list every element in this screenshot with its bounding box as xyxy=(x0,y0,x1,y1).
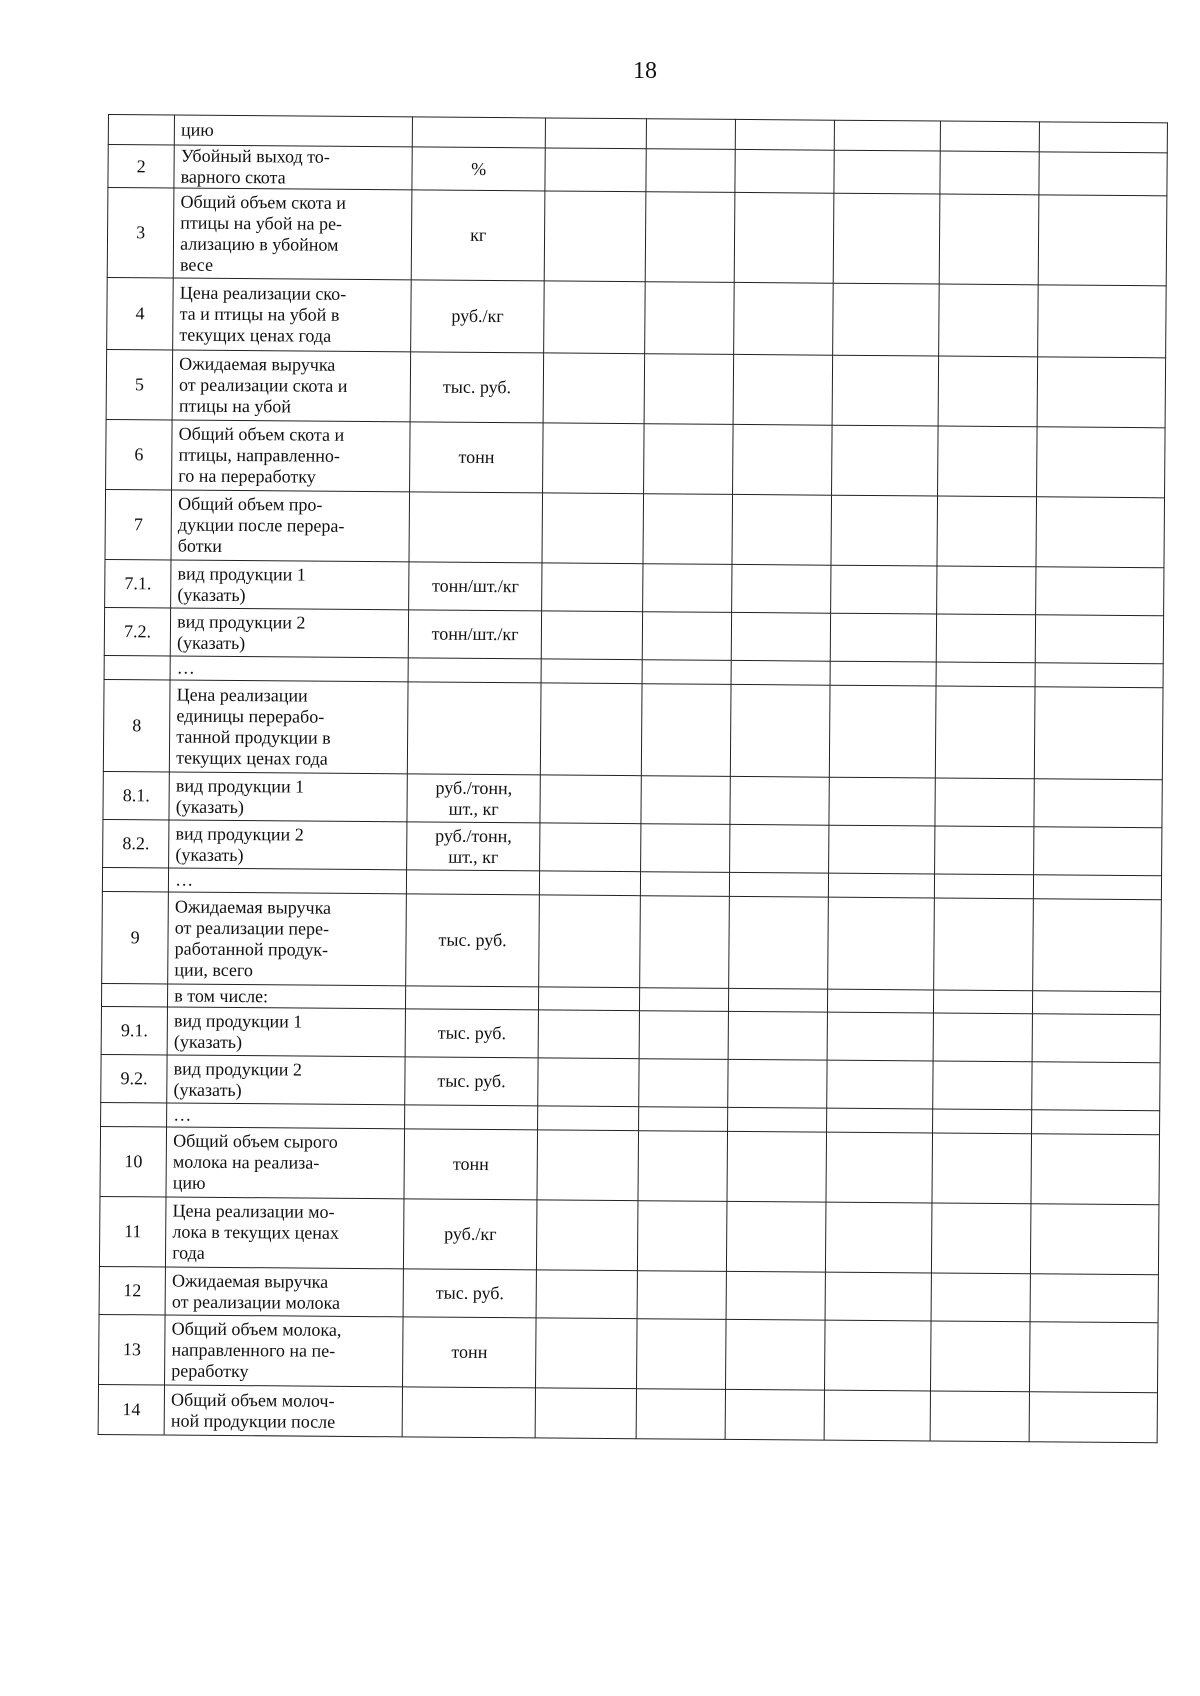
indicator-name: Убойный выход то- варного скота xyxy=(174,145,413,190)
value-cell[interactable] xyxy=(538,895,640,988)
value-cell[interactable] xyxy=(1037,357,1166,428)
value-cell[interactable] xyxy=(545,118,647,149)
table-row xyxy=(99,1196,1159,1274)
row-number: 10 xyxy=(100,1126,167,1197)
value-cell[interactable] xyxy=(731,612,831,661)
value-cell[interactable] xyxy=(827,1060,933,1109)
value-cell[interactable] xyxy=(830,613,936,662)
value-cell[interactable] xyxy=(725,1319,825,1390)
value-cell[interactable] xyxy=(726,1201,826,1272)
value-cell[interactable] xyxy=(731,660,830,685)
value-cell[interactable] xyxy=(829,777,935,826)
value-cell[interactable] xyxy=(645,282,734,355)
value-cell[interactable] xyxy=(541,659,643,684)
row-number: 3 xyxy=(107,188,174,279)
value-cell[interactable] xyxy=(639,1011,728,1060)
row-number: 4 xyxy=(107,277,174,350)
value-cell[interactable] xyxy=(930,1321,1030,1392)
indicator-name: Цена реализации единицы перерабо- танной продукции в текущих ценах года xyxy=(170,680,409,774)
value-cell[interactable] xyxy=(1033,899,1162,992)
value-cell[interactable] xyxy=(930,1391,1030,1442)
row-number xyxy=(104,655,170,680)
value-cell[interactable] xyxy=(827,989,933,1013)
value-cell[interactable] xyxy=(1039,122,1167,153)
page-number: 18 xyxy=(633,58,657,84)
table-row xyxy=(105,489,1165,567)
unit-cell: тыс. руб. xyxy=(404,1269,537,1318)
unit-cell: тонн xyxy=(404,1129,537,1200)
table-row xyxy=(99,1266,1158,1322)
indicator-name: цию xyxy=(174,115,412,147)
value-cell[interactable] xyxy=(542,423,644,494)
value-cell[interactable] xyxy=(733,282,833,355)
value-cell[interactable] xyxy=(734,192,834,283)
value-cell[interactable] xyxy=(1030,1274,1158,1323)
value-cell[interactable] xyxy=(1033,875,1161,900)
row-number: 11 xyxy=(99,1196,166,1267)
value-cell[interactable] xyxy=(936,662,1035,687)
unit-cell xyxy=(405,1105,538,1130)
table-row xyxy=(104,607,1163,663)
unit-cell: тыс. руб. xyxy=(406,1009,539,1058)
row-number xyxy=(101,983,167,1007)
row-number: 9 xyxy=(102,891,169,984)
value-cell[interactable] xyxy=(1036,567,1164,616)
unit-cell xyxy=(413,117,546,148)
value-cell[interactable] xyxy=(1035,615,1163,664)
value-cell[interactable] xyxy=(641,872,729,897)
unit-cell: тыс. руб. xyxy=(405,1057,538,1106)
value-cell[interactable] xyxy=(543,353,645,424)
indicator-table xyxy=(98,114,1168,1443)
row-number: 5 xyxy=(106,349,173,420)
value-cell[interactable] xyxy=(641,776,730,825)
indicator-name: Общий объем скота и птицы на убой на ре- ализацию в убойном весе xyxy=(173,188,412,280)
value-cell[interactable] xyxy=(933,1013,1033,1062)
value-cell[interactable] xyxy=(829,685,936,778)
value-cell[interactable] xyxy=(1032,1014,1160,1063)
value-cell[interactable] xyxy=(1035,663,1163,688)
unit-cell xyxy=(409,658,542,683)
unit-cell: % xyxy=(412,147,545,191)
row-number: 6 xyxy=(106,419,173,490)
unit-cell: тонн xyxy=(410,422,543,493)
value-cell[interactable] xyxy=(931,1203,1031,1274)
unit-cell: руб./тонн, шт., кг xyxy=(407,774,540,823)
value-cell[interactable] xyxy=(727,1107,826,1132)
unit-cell: тыс. руб. xyxy=(411,352,544,423)
row-number: 8.1. xyxy=(103,771,170,820)
value-cell[interactable] xyxy=(734,149,834,193)
value-cell[interactable] xyxy=(1030,1204,1159,1275)
value-cell[interactable] xyxy=(647,119,735,150)
indicator-name: … xyxy=(169,868,407,894)
table-row xyxy=(106,349,1166,427)
value-cell[interactable] xyxy=(730,776,830,825)
value-cell[interactable] xyxy=(544,191,646,282)
value-cell[interactable] xyxy=(537,1106,639,1131)
row-number: 8.2. xyxy=(103,819,170,868)
indicator-name: вид продукции 1 (указать) xyxy=(171,560,410,610)
value-cell[interactable] xyxy=(824,1320,930,1391)
value-cell[interactable] xyxy=(824,1390,930,1441)
value-cell[interactable] xyxy=(932,1061,1032,1110)
value-cell[interactable] xyxy=(933,898,1033,991)
row-number: 7.1. xyxy=(105,559,172,608)
unit-cell: тонн xyxy=(403,1317,536,1388)
table-row xyxy=(105,559,1164,615)
row-number: 9.2. xyxy=(101,1054,168,1103)
table-row xyxy=(102,891,1162,991)
value-cell[interactable] xyxy=(545,148,647,192)
value-cell[interactable] xyxy=(1036,497,1165,568)
unit-cell: тонн/шт./кг xyxy=(409,610,542,659)
value-cell[interactable] xyxy=(536,1200,638,1271)
value-cell[interactable] xyxy=(541,611,643,660)
value-cell[interactable] xyxy=(932,1109,1031,1134)
unit-cell: руб./кг xyxy=(404,1199,537,1270)
value-cell[interactable] xyxy=(732,424,832,495)
value-cell[interactable] xyxy=(538,987,640,1011)
table-row xyxy=(106,419,1166,497)
value-cell[interactable] xyxy=(725,1389,825,1440)
indicator-name: Ожидаемая выручка от реализации пере- работанной продук- ции, всего xyxy=(168,892,407,986)
value-cell[interactable] xyxy=(729,824,829,873)
indicator-name: Общий объем молоч- ной продукции после xyxy=(164,1385,403,1437)
value-cell[interactable] xyxy=(825,1272,931,1321)
value-cell[interactable] xyxy=(828,825,934,874)
table-row xyxy=(107,188,1167,286)
value-cell[interactable] xyxy=(1034,779,1162,828)
indicator-name: Общий объем сырого молока на реализа- цию xyxy=(166,1127,405,1199)
value-cell[interactable] xyxy=(643,564,732,613)
table-row xyxy=(101,1054,1160,1110)
value-cell[interactable] xyxy=(731,564,831,613)
value-cell[interactable] xyxy=(827,1012,933,1061)
indicator-name: Цена реализации ско- та и птицы на убой в текущих ценах года xyxy=(173,278,412,352)
unit-cell: кг xyxy=(412,190,545,281)
value-cell[interactable] xyxy=(938,356,1038,427)
value-cell[interactable] xyxy=(832,355,938,426)
value-cell[interactable] xyxy=(541,563,643,612)
value-cell[interactable] xyxy=(727,1131,827,1202)
value-cell[interactable] xyxy=(535,1318,637,1389)
value-cell[interactable] xyxy=(1034,687,1163,780)
indicator-name: вид продукции 2 (указать) xyxy=(170,608,409,658)
value-cell[interactable] xyxy=(936,566,1036,615)
row-number: 2 xyxy=(108,145,175,189)
table-row xyxy=(103,771,1162,827)
value-cell[interactable] xyxy=(727,1059,827,1108)
value-cell[interactable] xyxy=(1032,991,1160,1015)
value-cell[interactable] xyxy=(937,496,1037,567)
value-cell[interactable] xyxy=(644,424,733,495)
value-cell[interactable] xyxy=(830,565,936,614)
value-cell[interactable] xyxy=(733,354,833,425)
value-cell[interactable] xyxy=(728,1011,828,1060)
value-cell[interactable] xyxy=(1039,152,1167,196)
value-cell[interactable] xyxy=(1032,1110,1160,1135)
value-cell[interactable] xyxy=(933,990,1032,1014)
value-cell[interactable] xyxy=(940,151,1040,195)
value-cell[interactable] xyxy=(830,661,936,686)
value-cell[interactable] xyxy=(1030,1322,1159,1393)
row-number xyxy=(108,115,174,146)
value-cell[interactable] xyxy=(935,778,1035,827)
value-cell[interactable] xyxy=(729,872,828,897)
value-cell[interactable] xyxy=(826,1108,932,1133)
value-cell[interactable] xyxy=(642,660,730,685)
table-row xyxy=(99,1314,1159,1392)
unit-cell xyxy=(408,682,541,775)
value-cell[interactable] xyxy=(639,1107,727,1132)
value-cell[interactable] xyxy=(828,873,934,898)
value-cell[interactable] xyxy=(936,614,1036,663)
value-cell[interactable] xyxy=(636,1389,725,1440)
value-cell[interactable] xyxy=(1031,1134,1160,1205)
value-cell[interactable] xyxy=(939,194,1039,285)
value-cell[interactable] xyxy=(931,1273,1031,1322)
value-cell[interactable] xyxy=(938,284,1038,357)
value-cell[interactable] xyxy=(643,612,732,661)
value-cell[interactable] xyxy=(827,897,934,990)
value-cell[interactable] xyxy=(732,494,832,565)
value-cell[interactable] xyxy=(730,684,830,777)
value-cell[interactable] xyxy=(543,281,645,354)
value-cell[interactable] xyxy=(1037,427,1166,498)
value-cell[interactable] xyxy=(538,1058,640,1107)
value-cell[interactable] xyxy=(637,1271,726,1320)
value-cell[interactable] xyxy=(640,988,728,1012)
value-cell[interactable] xyxy=(640,896,729,989)
value-cell[interactable] xyxy=(728,988,827,1012)
value-cell[interactable] xyxy=(1029,1392,1157,1443)
indicator-name: Общий объем скота и птицы, направленно- го на переработку xyxy=(172,420,411,492)
value-cell[interactable] xyxy=(940,121,1040,152)
value-cell[interactable] xyxy=(646,149,735,193)
indicator-name: Общий объем молока, направленного на пе- реработку xyxy=(165,1315,404,1387)
value-cell[interactable] xyxy=(935,686,1035,779)
value-cell[interactable] xyxy=(832,283,938,356)
value-cell[interactable] xyxy=(540,775,642,824)
value-cell[interactable] xyxy=(735,119,835,150)
unit-cell xyxy=(407,870,540,895)
table-row xyxy=(103,819,1162,875)
value-cell[interactable] xyxy=(825,1202,931,1273)
value-cell[interactable] xyxy=(937,426,1037,497)
value-cell[interactable] xyxy=(934,826,1034,875)
value-cell[interactable] xyxy=(639,1059,728,1108)
value-cell[interactable] xyxy=(833,193,940,284)
row-number: 7.2. xyxy=(104,607,171,656)
value-cell[interactable] xyxy=(1032,1062,1160,1111)
table-row xyxy=(98,1384,1157,1442)
indicator-name: вид продукции 1 (указать) xyxy=(167,1007,406,1057)
value-cell[interactable] xyxy=(641,824,730,873)
indicator-name: вид продукции 2 (указать) xyxy=(167,1055,406,1105)
value-cell[interactable] xyxy=(536,1270,638,1319)
value-cell[interactable] xyxy=(831,425,937,496)
table-row xyxy=(103,679,1163,779)
row-number: 9.1. xyxy=(101,1006,168,1055)
value-cell[interactable] xyxy=(726,1271,826,1320)
unit-cell: руб./тонн, шт., кг xyxy=(407,822,540,871)
row-number: 14 xyxy=(98,1384,165,1435)
value-cell[interactable] xyxy=(643,494,732,565)
indicator-name: … xyxy=(167,1103,405,1129)
indicator-name: Цена реализации мо- лока в текущих ценах года xyxy=(166,1197,405,1269)
row-number xyxy=(102,867,168,892)
value-cell[interactable] xyxy=(539,823,641,872)
row-number: 7 xyxy=(105,489,172,560)
value-cell[interactable] xyxy=(638,1201,727,1272)
value-cell[interactable] xyxy=(538,1010,640,1059)
table-row xyxy=(100,1126,1160,1204)
row-number: 8 xyxy=(103,679,170,772)
value-cell[interactable] xyxy=(542,493,644,564)
value-cell[interactable] xyxy=(1038,285,1167,358)
value-cell[interactable] xyxy=(1034,827,1162,876)
unit-cell: тонн/шт./кг xyxy=(409,562,542,611)
unit-cell: руб./кг xyxy=(411,280,544,353)
indicator-name: Ожидаемая выручка от реализации скота и птицы на убой xyxy=(172,350,411,422)
value-cell[interactable] xyxy=(934,874,1033,899)
value-cell[interactable] xyxy=(537,1130,639,1201)
indicator-name: Ожидаемая выручка от реализации молока xyxy=(165,1267,404,1317)
value-cell[interactable] xyxy=(826,1132,932,1203)
row-number xyxy=(101,1102,167,1127)
table-body xyxy=(98,115,1167,1443)
row-number: 13 xyxy=(99,1314,166,1385)
value-cell[interactable] xyxy=(535,1388,637,1439)
value-cell[interactable] xyxy=(834,150,940,194)
value-cell[interactable] xyxy=(932,1133,1032,1204)
value-cell[interactable] xyxy=(834,120,940,151)
unit-cell: тыс. руб. xyxy=(406,894,539,987)
table-row xyxy=(101,1006,1160,1062)
row-number: 12 xyxy=(99,1266,166,1315)
value-cell[interactable] xyxy=(642,684,731,777)
value-cell[interactable] xyxy=(646,192,735,283)
value-cell[interactable] xyxy=(540,683,642,776)
unit-cell xyxy=(403,1387,536,1438)
value-cell[interactable] xyxy=(1038,195,1167,286)
value-cell[interactable] xyxy=(831,495,937,566)
indicator-name: вид продукции 1 (указать) xyxy=(169,772,408,822)
unit-cell xyxy=(409,492,542,563)
value-cell[interactable] xyxy=(638,1131,727,1202)
table-row xyxy=(108,145,1167,196)
unit-cell xyxy=(406,986,539,1010)
indicator-name: … xyxy=(170,656,408,682)
value-cell[interactable] xyxy=(728,896,828,989)
value-cell[interactable] xyxy=(644,354,733,425)
indicator-name: вид продукции 2 (указать) xyxy=(169,820,408,870)
indicator-name: в том числе: xyxy=(168,984,406,1009)
value-cell[interactable] xyxy=(539,871,641,896)
value-cell[interactable] xyxy=(637,1319,726,1390)
table-row xyxy=(107,277,1167,357)
indicator-name: Общий объем про- дукции после перера- ботки xyxy=(171,490,410,562)
